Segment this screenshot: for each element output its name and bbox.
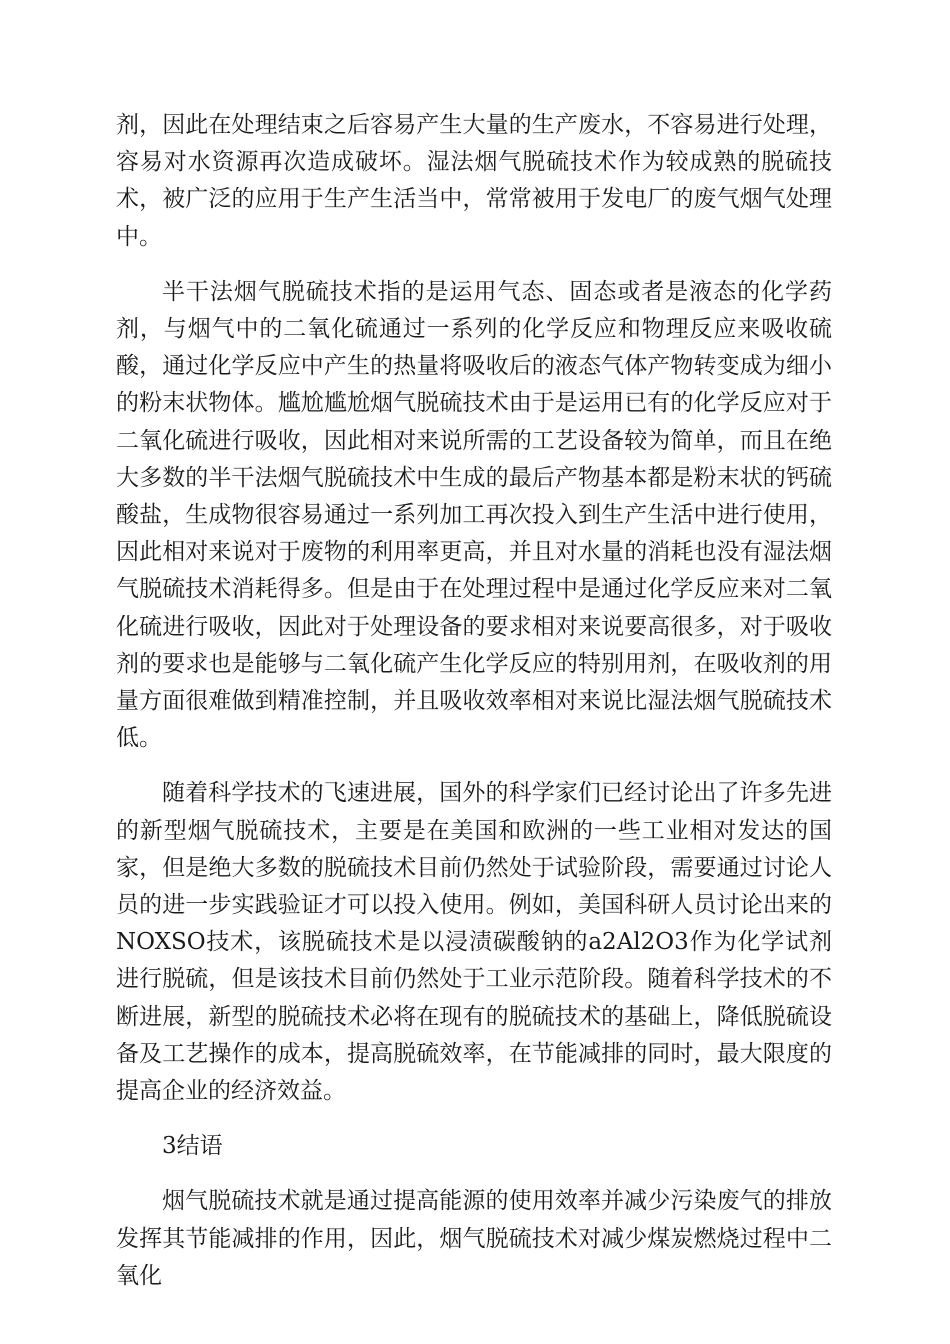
document-page (116, 107, 832, 1313)
closing-paragraph: 烟气脱硫技术就是通过提高能源的使用效率并减少污染废气的排放发挥其节能减排的作用，因此，烟气脱硫技术对减少煤炭燃烧过程中二氧化 (116, 1188, 832, 1289)
paragraph-3: 随着科学技术的飞速进展，国外的科学家们已经讨论出了许多先进的新型烟气脱硫技术，主要是在美国和欧洲的一些工业相对发达的国家，但是绝大多数的脱硫技术目前仍然处于试验阶段，需要通过讨论人员的进一步实践验证才可以投入使用。例如，美国科研人员讨论出来的NOXSO技术，该脱硫技术是以浸渍碳酸钠的a2Al2O3作为化学试剂进行脱硫，但是该技术目前仍然处于工业示范阶段。随着科学技术的不断进展，新型的脱硫技术必将在现有的脱硫技术的基础上，降低脱硫设备及工艺操作的成本，提高脱硫效率，在节能减排的同时，最大限度的提高企业的经济效益。 (116, 780, 832, 1105)
section-heading: 3结语 (162, 1133, 223, 1160)
paragraph-2: 半干法烟气脱硫技术指的是运用气态、固态或者是液态的化学药剂，与烟气中的二氧化硫通过一系列的化学反应和物理反应来吸收硫酸，通过化学反应中产生的热量将吸收后的液态气体产物转变成为细小的粉末状物体。尴尬尴尬烟气脱硫技术由于是运用已有的化学反应对于二氧化硫进行吸收，因此相对来说所需的工艺设备较为简单，而且在绝大多数的半干法烟气脱硫技术中生成的最后产物基本都是粉末状的钙硫酸盐，生成物很容易通过一系列加工再次投入到生产生活中进行使用，因此相对来说对于废物的利用率更高，并且对水量的消耗也没有湿法烟气脱硫技术消耗得多。但是由于在处理过程中是通过化学反应来对二氧化硫进行吸收，因此对于处理设备的要求相对来说要高很多，对于吸收剂的要求也是能够与二氧化硫产生化学反应的特别用剂，在吸收剂的用量方面很难做到精准控制，并且吸收效率相对来说比湿法烟气脱硫技术低。 (116, 278, 832, 752)
paragraph-1: 剂，因此在处理结束之后容易产生大量的生产废水，不容易进行处理，容易对水资源再次造成破坏。湿法烟气脱硫技术作为较成熟的脱硫技术，被广泛的应用于生产生活当中，常常被用于发电厂的废气烟气处理中。 (116, 112, 832, 250)
